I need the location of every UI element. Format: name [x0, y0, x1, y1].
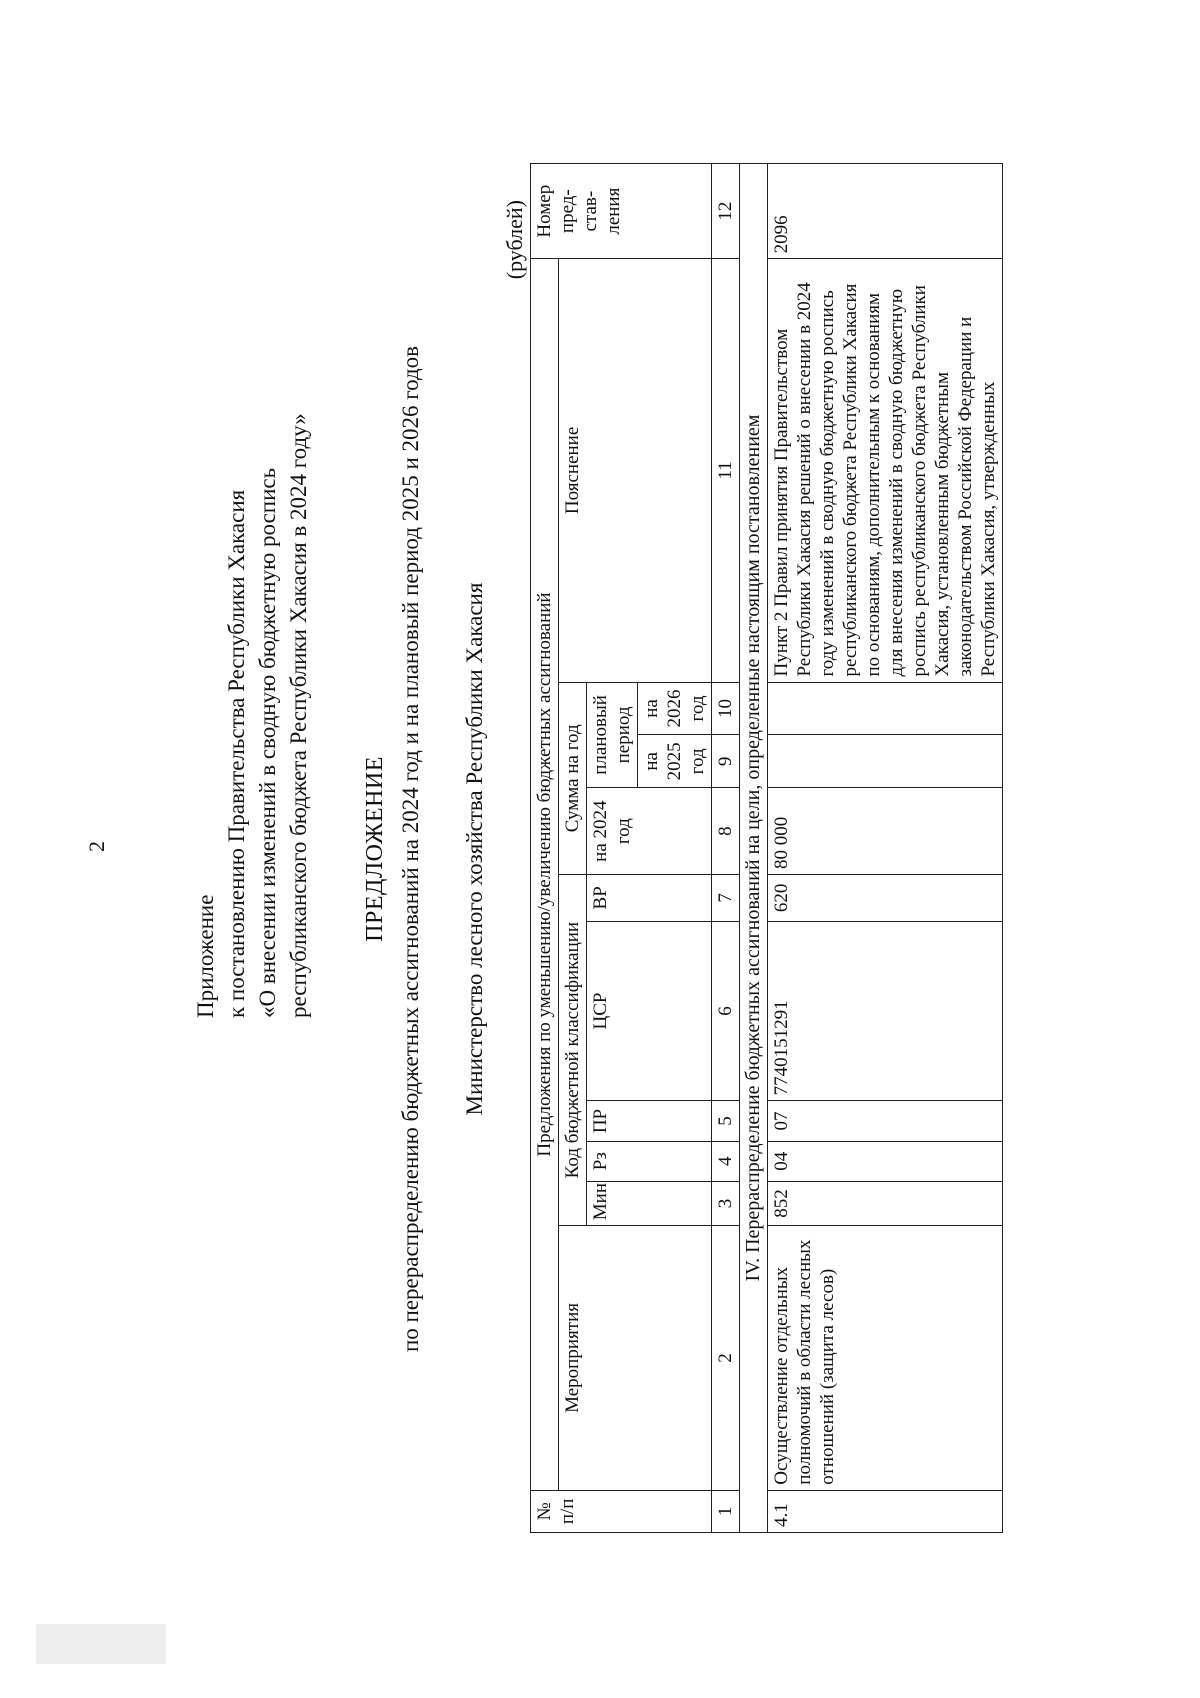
- header-num: № п/п: [531, 1490, 712, 1532]
- header-explanation: Пояснение: [559, 259, 712, 682]
- header-group: Предложения по уменьшению/увеличению бюджетных ассигнований: [531, 259, 559, 1490]
- cell-min: 852: [768, 1181, 1003, 1225]
- appendix-block: [190, 413, 314, 1018]
- header-pr: ПР: [587, 1101, 712, 1141]
- column-number: 7: [712, 875, 740, 922]
- header-rz: Рз: [587, 1141, 712, 1181]
- appendix-line: республиканского бюджета Республики Хакасия в 2024 году»: [286, 413, 311, 1018]
- column-number: 9: [712, 735, 740, 788]
- section-title: IV. Перераспределение бюджетных ассигнований на цели, определенные настоящим постановлением: [740, 164, 768, 1533]
- scan-artifact: [36, 1624, 166, 1664]
- header-2024: на 2024 год: [587, 788, 712, 875]
- units-label: (рублей): [502, 200, 527, 280]
- header-vr: ВР: [587, 875, 712, 922]
- header-sum-group: Сумма на год: [559, 682, 587, 875]
- appendix-line: Приложение: [193, 894, 218, 1018]
- cell-event: Осуществление отдельных полномочий в области лесных отношений (защита лесов): [768, 1226, 1003, 1490]
- page-number: 2: [84, 841, 109, 852]
- column-number: 12: [712, 164, 740, 259]
- appendix-line: к постановлению Правительства Республики Хакасия: [224, 489, 249, 1018]
- column-number: 3: [712, 1181, 740, 1225]
- cell-2026: [768, 682, 1003, 735]
- cell-csr: 7740151291: [768, 921, 1003, 1101]
- cell-num: 4.1: [768, 1490, 1003, 1532]
- header-2026: на 2026 год: [638, 682, 712, 735]
- cell-2024: 80 000: [768, 788, 1003, 875]
- cell-2025: [768, 735, 1003, 788]
- document-subtitle: по перераспределению бюджетных ассигнований на 2024 год и на плановый период 2025 и 2026 годов: [398, 345, 423, 1353]
- column-number: 1: [712, 1490, 740, 1532]
- header-code-group: Код бюджетной классификации: [559, 875, 587, 1226]
- cell-rz: 04: [768, 1141, 1003, 1181]
- column-number: 10: [712, 682, 740, 735]
- cell-pr: 07: [768, 1101, 1003, 1141]
- column-number: 8: [712, 788, 740, 875]
- ministry-name: Министерство лесного хозяйства Республики Хакасия: [462, 582, 487, 1116]
- budget-table: [530, 163, 1003, 1533]
- header-2025: на 2025 год: [638, 735, 712, 788]
- header-event: Мероприятия: [559, 1226, 712, 1490]
- header-rep-num: Номер пред-став-ления: [531, 164, 712, 259]
- header-min: Мин: [587, 1181, 712, 1225]
- column-number: 11: [712, 259, 740, 682]
- column-number: 5: [712, 1101, 740, 1141]
- header-csr: ЦСР: [587, 921, 712, 1101]
- document-title: ПРЕДЛОЖЕНИЕ: [362, 756, 388, 942]
- cell-vr: 620: [768, 875, 1003, 922]
- column-number: 6: [712, 921, 740, 1101]
- appendix-line: «О внесении изменений в сводную бюджетную роспись: [255, 467, 280, 1018]
- column-number: 2: [712, 1226, 740, 1490]
- table-row: [768, 164, 1003, 1533]
- cell-explanation: Пункт 2 Правил принятия Правительством Республики Хакасия решений о внесении в 2024 году изменений в сводную бюджетную роспись республиканского бюджета Республики Хакасия по основаниям, дополнительным к основаниям для внесения изменений в сводную бюджетную роспись республиканского бюджета Республики Хакасия, установленным бюджетным законодательством Российской Федерации и Республики Хакасия, утвержденных: [768, 259, 1003, 682]
- section-row: [740, 164, 768, 1533]
- column-number: 4: [712, 1141, 740, 1181]
- header-plan-period: плановый период: [587, 682, 638, 788]
- column-number-row: [712, 164, 740, 1533]
- cell-rep-num: 2096: [768, 164, 1003, 259]
